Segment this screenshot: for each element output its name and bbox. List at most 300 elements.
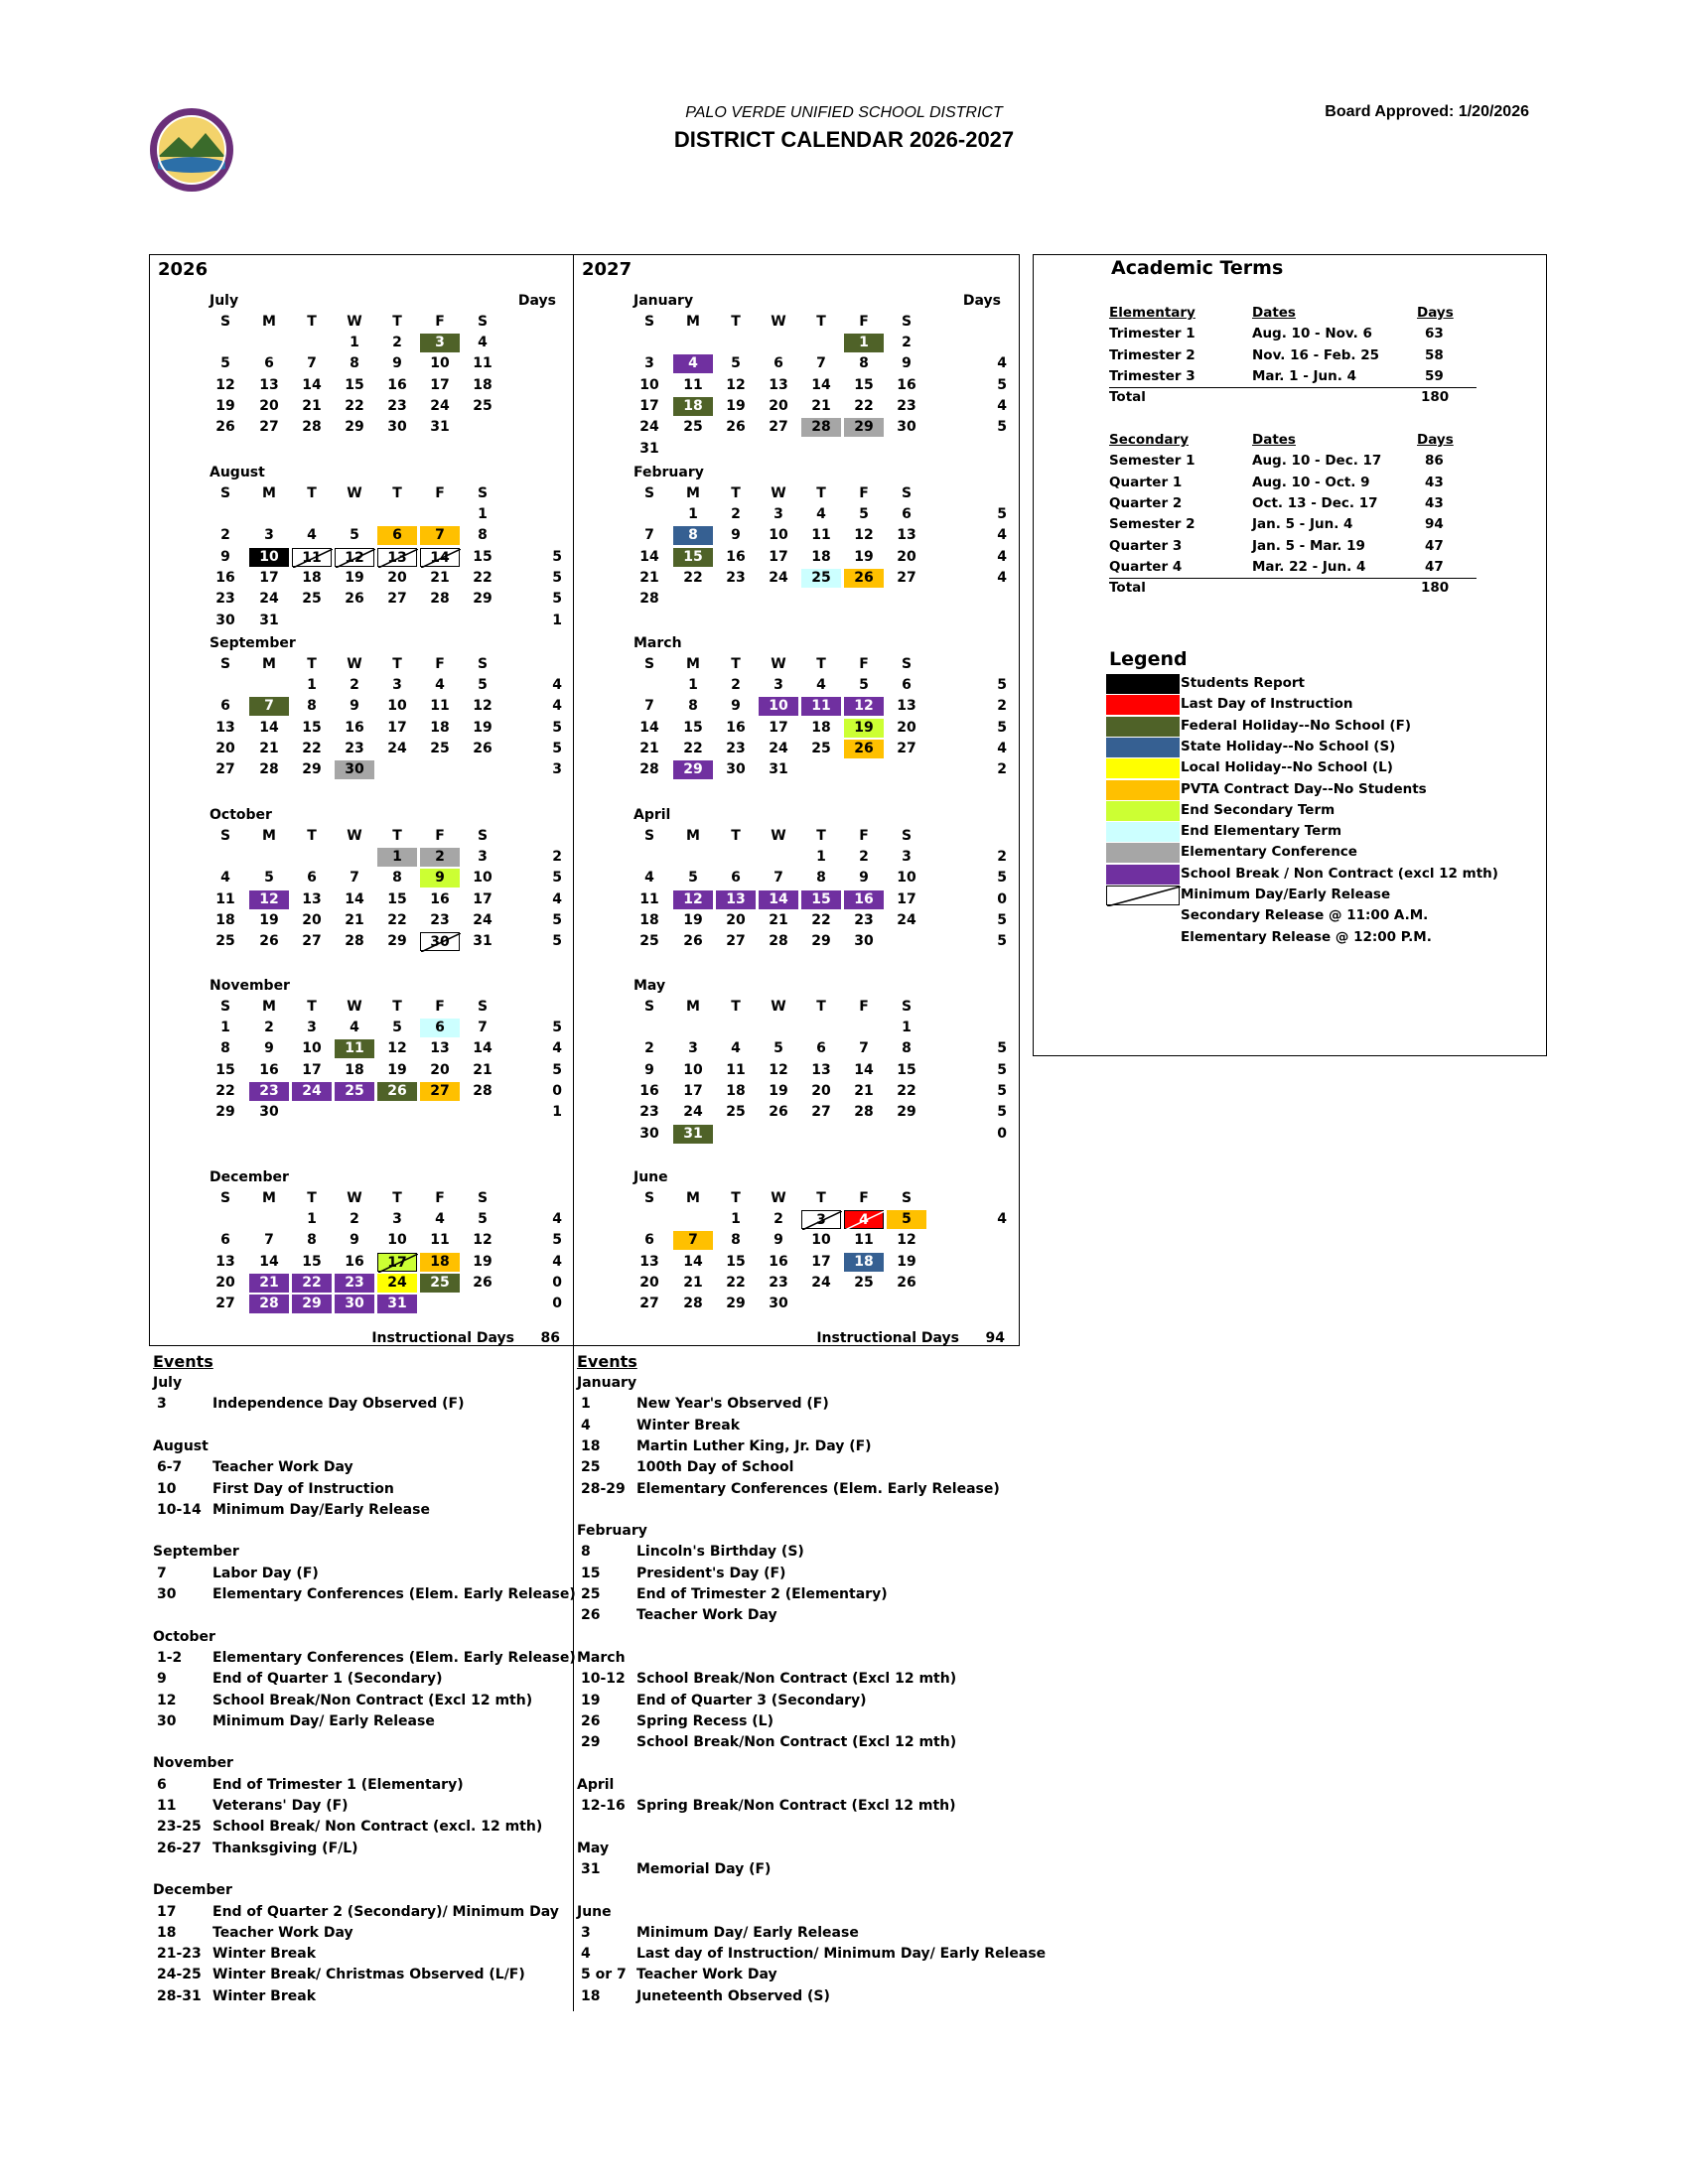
day-cell — [673, 548, 713, 567]
day-number: 29 — [302, 1296, 322, 1312]
day-number: 18 — [811, 548, 831, 565]
terms-cell: Quarter 2 — [1109, 494, 1183, 511]
day-cell — [463, 1039, 502, 1058]
day-number: 14 — [811, 376, 831, 393]
event-date: 21-23 — [157, 1946, 202, 1963]
day-number: 3 — [816, 1212, 826, 1228]
day-number: 16 — [726, 719, 746, 736]
day-number: 25 — [215, 933, 235, 950]
day-cell — [673, 1082, 713, 1101]
day-cell — [759, 569, 798, 588]
weekday-header: T — [816, 828, 826, 844]
day-cell — [887, 418, 926, 437]
weekday-header: S — [643, 314, 655, 330]
event-date: 1-2 — [157, 1649, 183, 1666]
day-number: 29 — [302, 761, 322, 778]
day-cell — [716, 869, 756, 887]
day-number: 9 — [774, 1232, 783, 1249]
day-cell — [335, 548, 374, 567]
day-number: 18 — [430, 1253, 450, 1270]
day-number: 21 — [430, 569, 450, 586]
day-number: 4 — [307, 527, 317, 544]
day-cell — [630, 760, 669, 779]
day-cell — [630, 719, 669, 738]
weekday-header: M — [262, 656, 276, 672]
day-number: 21 — [854, 1082, 874, 1099]
day-cell — [887, 1019, 926, 1037]
day-cell — [335, 1210, 374, 1229]
day-number: 10 — [639, 376, 659, 393]
day-number: 27 — [897, 569, 916, 586]
day-cell — [887, 1253, 926, 1272]
day-cell — [887, 505, 926, 524]
day-number: 21 — [811, 397, 831, 414]
event-text: Spring Recess (L) — [636, 1712, 774, 1729]
week-day-count: 5 — [997, 1061, 1007, 1078]
day-number: 10 — [430, 355, 450, 372]
legend-label: End Elementary Term — [1181, 823, 1342, 840]
day-cell — [463, 334, 502, 352]
event-text: Teacher Work Day — [212, 1459, 353, 1476]
day-number: 29 — [473, 591, 492, 608]
day-cell — [377, 676, 417, 695]
day-number: 19 — [345, 569, 364, 586]
day-number: 27 — [259, 419, 279, 436]
day-cell — [335, 1061, 374, 1080]
calendar-2026 — [149, 254, 574, 1346]
day-cell — [673, 1061, 713, 1080]
weekday-header: T — [307, 828, 317, 844]
day-cell — [249, 1231, 289, 1250]
day-cell — [844, 1231, 884, 1250]
event-date: 6-7 — [157, 1459, 183, 1476]
day-number: 15 — [302, 1253, 322, 1270]
day-number: 5 — [392, 1020, 402, 1035]
day-cell — [844, 526, 884, 545]
day-cell — [420, 740, 460, 758]
day-number: 18 — [726, 1082, 746, 1099]
day-number: 1 — [731, 1211, 741, 1227]
day-number: 3 — [392, 677, 402, 693]
day-cell — [463, 376, 502, 395]
terms-cell: Trimester 1 — [1109, 326, 1196, 342]
day-number: 15 — [345, 376, 364, 393]
event-month: August — [153, 1437, 209, 1454]
event-month: July — [153, 1375, 183, 1391]
day-number: 15 — [726, 1253, 746, 1270]
day-number: 2 — [902, 335, 912, 350]
day-cell — [673, 911, 713, 930]
terms-header: Dates — [1252, 432, 1296, 448]
day-number: 16 — [387, 376, 407, 393]
day-number: 29 — [726, 1296, 746, 1312]
day-number: 11 — [215, 890, 235, 907]
terms-cell: Jan. 5 - Mar. 19 — [1252, 537, 1365, 554]
day-cell — [335, 932, 374, 951]
event-date: 28-31 — [157, 1987, 202, 2004]
day-number: 13 — [897, 527, 916, 544]
day-number: 9 — [644, 1061, 654, 1078]
day-number: 4 — [220, 870, 230, 887]
weekday-header: M — [686, 485, 700, 501]
day-cell — [420, 911, 460, 930]
day-cell — [420, 1019, 460, 1037]
day-cell — [630, 1274, 669, 1293]
legend-label: School Break / Non Contract (excl 12 mth) — [1181, 865, 1498, 882]
day-number: 7 — [644, 698, 654, 715]
week-day-count: 5 — [552, 1061, 562, 1078]
day-cell — [377, 697, 417, 716]
day-cell — [335, 911, 374, 930]
day-number: 7 — [816, 355, 826, 372]
day-number: 11 — [726, 1061, 746, 1078]
day-number: 22 — [683, 569, 703, 586]
day-number: 31 — [639, 440, 659, 457]
day-cell — [292, 1253, 332, 1272]
event-date: 18 — [157, 1924, 177, 1941]
day-cell — [335, 1274, 374, 1293]
day-cell — [673, 932, 713, 951]
month-name: October — [210, 807, 272, 823]
day-number: 7 — [307, 355, 317, 372]
weekday-header: T — [392, 828, 402, 844]
event-date: 18 — [581, 1987, 601, 2004]
day-cell — [801, 1082, 841, 1101]
legend-label: Minimum Day/Early Release — [1181, 887, 1391, 902]
day-cell — [844, 418, 884, 437]
day-number: 28 — [854, 1104, 874, 1121]
weekday-header: F — [435, 485, 445, 501]
day-number: 28 — [639, 761, 659, 778]
weekday-header: W — [771, 1190, 786, 1206]
day-number: 15 — [683, 719, 703, 736]
day-cell — [249, 612, 289, 630]
day-number: 21 — [639, 569, 659, 586]
weekday-header: S — [901, 314, 913, 330]
day-cell — [420, 334, 460, 352]
events-divider — [573, 1346, 574, 2011]
day-cell — [630, 526, 669, 545]
weekday-header: F — [859, 656, 869, 672]
day-cell — [420, 1210, 460, 1229]
day-cell — [463, 590, 502, 609]
day-number: 9 — [350, 698, 359, 715]
day-number: 18 — [215, 911, 235, 928]
terms-header: Elementary — [1109, 305, 1196, 321]
day-cell — [335, 334, 374, 352]
event-text: End of Quarter 2 (Secondary)/ Minimum Day — [212, 1903, 559, 1920]
legend-swatch — [1106, 843, 1180, 863]
day-cell — [292, 740, 332, 758]
day-cell — [420, 526, 460, 545]
event-text: Minimum Day/Early Release — [212, 1501, 430, 1518]
day-cell — [377, 1210, 417, 1229]
day-cell — [630, 932, 669, 951]
week-day-count: 5 — [552, 911, 562, 928]
day-number: 8 — [902, 1040, 912, 1057]
month-name: August — [210, 465, 265, 480]
day-cell — [801, 397, 841, 416]
day-number: 19 — [897, 1253, 916, 1270]
day-cell — [673, 760, 713, 779]
terms-cell: Trimester 3 — [1109, 367, 1196, 384]
event-text: 100th Day of School — [636, 1459, 794, 1476]
weekday-header: S — [901, 485, 913, 501]
day-cell — [630, 697, 669, 716]
day-number: 2 — [644, 1040, 654, 1057]
weekday-header: T — [816, 1190, 826, 1206]
day-cell — [759, 1210, 798, 1229]
week-day-count: 5 — [552, 933, 562, 950]
day-number: 15 — [215, 1061, 235, 1078]
day-cell — [844, 1082, 884, 1101]
day-cell — [249, 1061, 289, 1080]
day-cell — [335, 354, 374, 373]
day-cell — [206, 890, 245, 909]
day-number: 6 — [392, 527, 402, 544]
weekday-header: M — [686, 656, 700, 672]
day-cell — [801, 354, 841, 373]
day-cell — [377, 376, 417, 395]
day-cell — [335, 397, 374, 416]
event-date: 7 — [157, 1565, 167, 1581]
event-text: Teacher Work Day — [212, 1924, 353, 1941]
day-number: 23 — [897, 397, 916, 414]
day-cell — [206, 869, 245, 887]
month-block — [574, 293, 1019, 491]
day-cell — [249, 569, 289, 588]
day-cell — [801, 1039, 841, 1058]
day-number: 14 — [473, 1040, 492, 1057]
day-cell — [801, 1210, 841, 1229]
event-date: 23-25 — [157, 1819, 202, 1836]
day-cell — [206, 590, 245, 609]
day-cell — [292, 869, 332, 887]
day-cell — [206, 697, 245, 716]
day-cell — [335, 697, 374, 716]
day-number: 14 — [639, 548, 659, 565]
weekday-header: T — [307, 314, 317, 330]
day-cell — [673, 890, 713, 909]
day-number: 7 — [350, 870, 359, 887]
day-number: 2 — [264, 1020, 274, 1035]
day-cell — [801, 869, 841, 887]
day-number: 5 — [478, 677, 488, 693]
day-cell — [801, 911, 841, 930]
day-number: 6 — [816, 1040, 826, 1057]
day-cell — [292, 354, 332, 373]
day-cell — [420, 590, 460, 609]
event-date: 30 — [157, 1586, 177, 1602]
day-cell — [463, 548, 502, 567]
week-day-count: 1 — [552, 1104, 562, 1121]
weekday-header: S — [643, 828, 655, 844]
day-cell — [887, 848, 926, 867]
day-number: 9 — [350, 1232, 359, 1249]
day-cell — [249, 697, 289, 716]
weekday-header: T — [816, 999, 826, 1015]
week-day-count: 4 — [552, 677, 562, 693]
day-cell — [377, 911, 417, 930]
event-date: 26 — [581, 1607, 601, 1624]
day-cell — [630, 1061, 669, 1080]
event-date: 25 — [581, 1586, 601, 1602]
day-cell — [292, 1082, 332, 1101]
day-number: 22 — [215, 1082, 235, 1099]
day-cell — [801, 848, 841, 867]
event-text: School Break/Non Contract (Excl 12 mth) — [636, 1671, 957, 1688]
week-day-count: 5 — [997, 677, 1007, 693]
day-cell — [292, 676, 332, 695]
week-day-count: 5 — [552, 1232, 562, 1249]
legend-swatch — [1106, 695, 1180, 715]
day-number: 13 — [302, 890, 322, 907]
event-month: June — [577, 1903, 612, 1920]
terms-cell: Quarter 3 — [1109, 537, 1183, 554]
day-number: 28 — [473, 1082, 492, 1099]
day-cell — [844, 697, 884, 716]
day-number: 14 — [430, 549, 450, 566]
day-number: 16 — [639, 1082, 659, 1099]
day-number: 31 — [769, 761, 788, 778]
day-cell — [292, 719, 332, 738]
day-cell — [716, 911, 756, 930]
day-cell — [249, 526, 289, 545]
day-cell — [630, 869, 669, 887]
day-number: 20 — [387, 569, 407, 586]
day-number: 4 — [859, 1212, 869, 1228]
year-label: 2027 — [582, 259, 633, 280]
weekday-header: T — [392, 999, 402, 1015]
event-text: Lincoln's Birthday (S) — [636, 1544, 804, 1561]
day-number: 6 — [435, 1020, 445, 1035]
day-number: 23 — [854, 911, 874, 928]
week-day-count: 5 — [997, 719, 1007, 736]
day-cell — [377, 526, 417, 545]
day-cell — [206, 418, 245, 437]
weekday-header: S — [901, 999, 913, 1015]
terms-cell: 47 — [1425, 537, 1444, 554]
day-cell — [759, 418, 798, 437]
day-number: 3 — [902, 849, 912, 865]
event-date: 9 — [157, 1671, 167, 1688]
day-number: 30 — [345, 761, 364, 778]
weekday-header: M — [262, 828, 276, 844]
day-cell — [844, 1039, 884, 1058]
day-number: 1 — [859, 335, 869, 350]
day-number: 25 — [345, 1082, 364, 1099]
day-cell — [630, 397, 669, 416]
day-cell — [759, 697, 798, 716]
day-number: 9 — [264, 1040, 274, 1057]
day-cell — [420, 1082, 460, 1101]
day-cell — [463, 1210, 502, 1229]
day-cell — [844, 334, 884, 352]
day-number: 29 — [897, 1104, 916, 1121]
event-text: School Break/Non Contract (Excl 12 mth) — [212, 1692, 533, 1708]
day-cell — [887, 376, 926, 395]
day-cell — [844, 354, 884, 373]
day-number: 18 — [811, 719, 831, 736]
day-number: 3 — [307, 1020, 317, 1035]
day-number: 13 — [215, 1253, 235, 1270]
day-cell — [335, 1253, 374, 1272]
event-date: 28-29 — [581, 1480, 626, 1497]
day-cell — [335, 740, 374, 758]
terms-total-label: Total — [1109, 389, 1146, 406]
day-number: 26 — [769, 1104, 788, 1121]
terms-cell: Quarter 1 — [1109, 474, 1183, 490]
day-cell — [377, 869, 417, 887]
day-cell — [801, 376, 841, 395]
day-number: 20 — [215, 740, 235, 756]
legend-swatch — [1106, 822, 1180, 842]
event-text: Winter Break — [212, 1946, 317, 1963]
week-day-count: 5 — [552, 870, 562, 887]
weekday-header: T — [731, 485, 741, 501]
day-number: 5 — [859, 506, 869, 522]
day-cell — [249, 740, 289, 758]
day-number: 10 — [387, 1232, 407, 1249]
day-number: 22 — [897, 1082, 916, 1099]
day-number: 23 — [726, 569, 746, 586]
day-number: 24 — [811, 1274, 831, 1291]
week-day-count: 5 — [552, 548, 562, 565]
day-number: 15 — [897, 1061, 916, 1078]
weekday-header: T — [307, 656, 317, 672]
day-number: 26 — [897, 1274, 916, 1291]
day-cell — [759, 376, 798, 395]
day-cell — [673, 505, 713, 524]
legend-label: Federal Holiday--No School (F) — [1181, 717, 1411, 734]
day-cell — [420, 719, 460, 738]
day-cell — [292, 932, 332, 951]
week-day-count: 0 — [552, 1296, 562, 1312]
day-cell — [377, 1061, 417, 1080]
day-cell — [335, 1082, 374, 1101]
day-number: 7 — [774, 870, 783, 887]
day-cell — [801, 1103, 841, 1122]
day-cell — [292, 697, 332, 716]
day-cell — [716, 740, 756, 758]
day-number: 10 — [387, 698, 407, 715]
day-number: 9 — [902, 355, 912, 372]
day-cell — [759, 932, 798, 951]
day-cell — [420, 1061, 460, 1080]
day-number: 30 — [897, 419, 916, 436]
day-number: 11 — [473, 355, 492, 372]
day-cell — [463, 397, 502, 416]
event-month: April — [577, 1776, 615, 1793]
weekday-header: T — [731, 999, 741, 1015]
day-number: 5 — [350, 527, 359, 544]
event-month: January — [577, 1375, 637, 1391]
day-cell — [206, 1039, 245, 1058]
day-cell — [377, 1039, 417, 1058]
terms-cell: 86 — [1425, 453, 1444, 470]
instructional-days-label: Instructional Days — [816, 1330, 959, 1346]
day-cell — [844, 397, 884, 416]
week-day-count: 5 — [997, 1082, 1007, 1099]
weekday-header: W — [771, 828, 786, 844]
day-number: 19 — [473, 719, 492, 736]
week-day-count: 2 — [997, 849, 1007, 865]
day-cell — [206, 932, 245, 951]
day-number: 27 — [387, 591, 407, 608]
day-number: 14 — [345, 890, 364, 907]
weekday-header: T — [392, 485, 402, 501]
day-cell — [377, 1253, 417, 1272]
